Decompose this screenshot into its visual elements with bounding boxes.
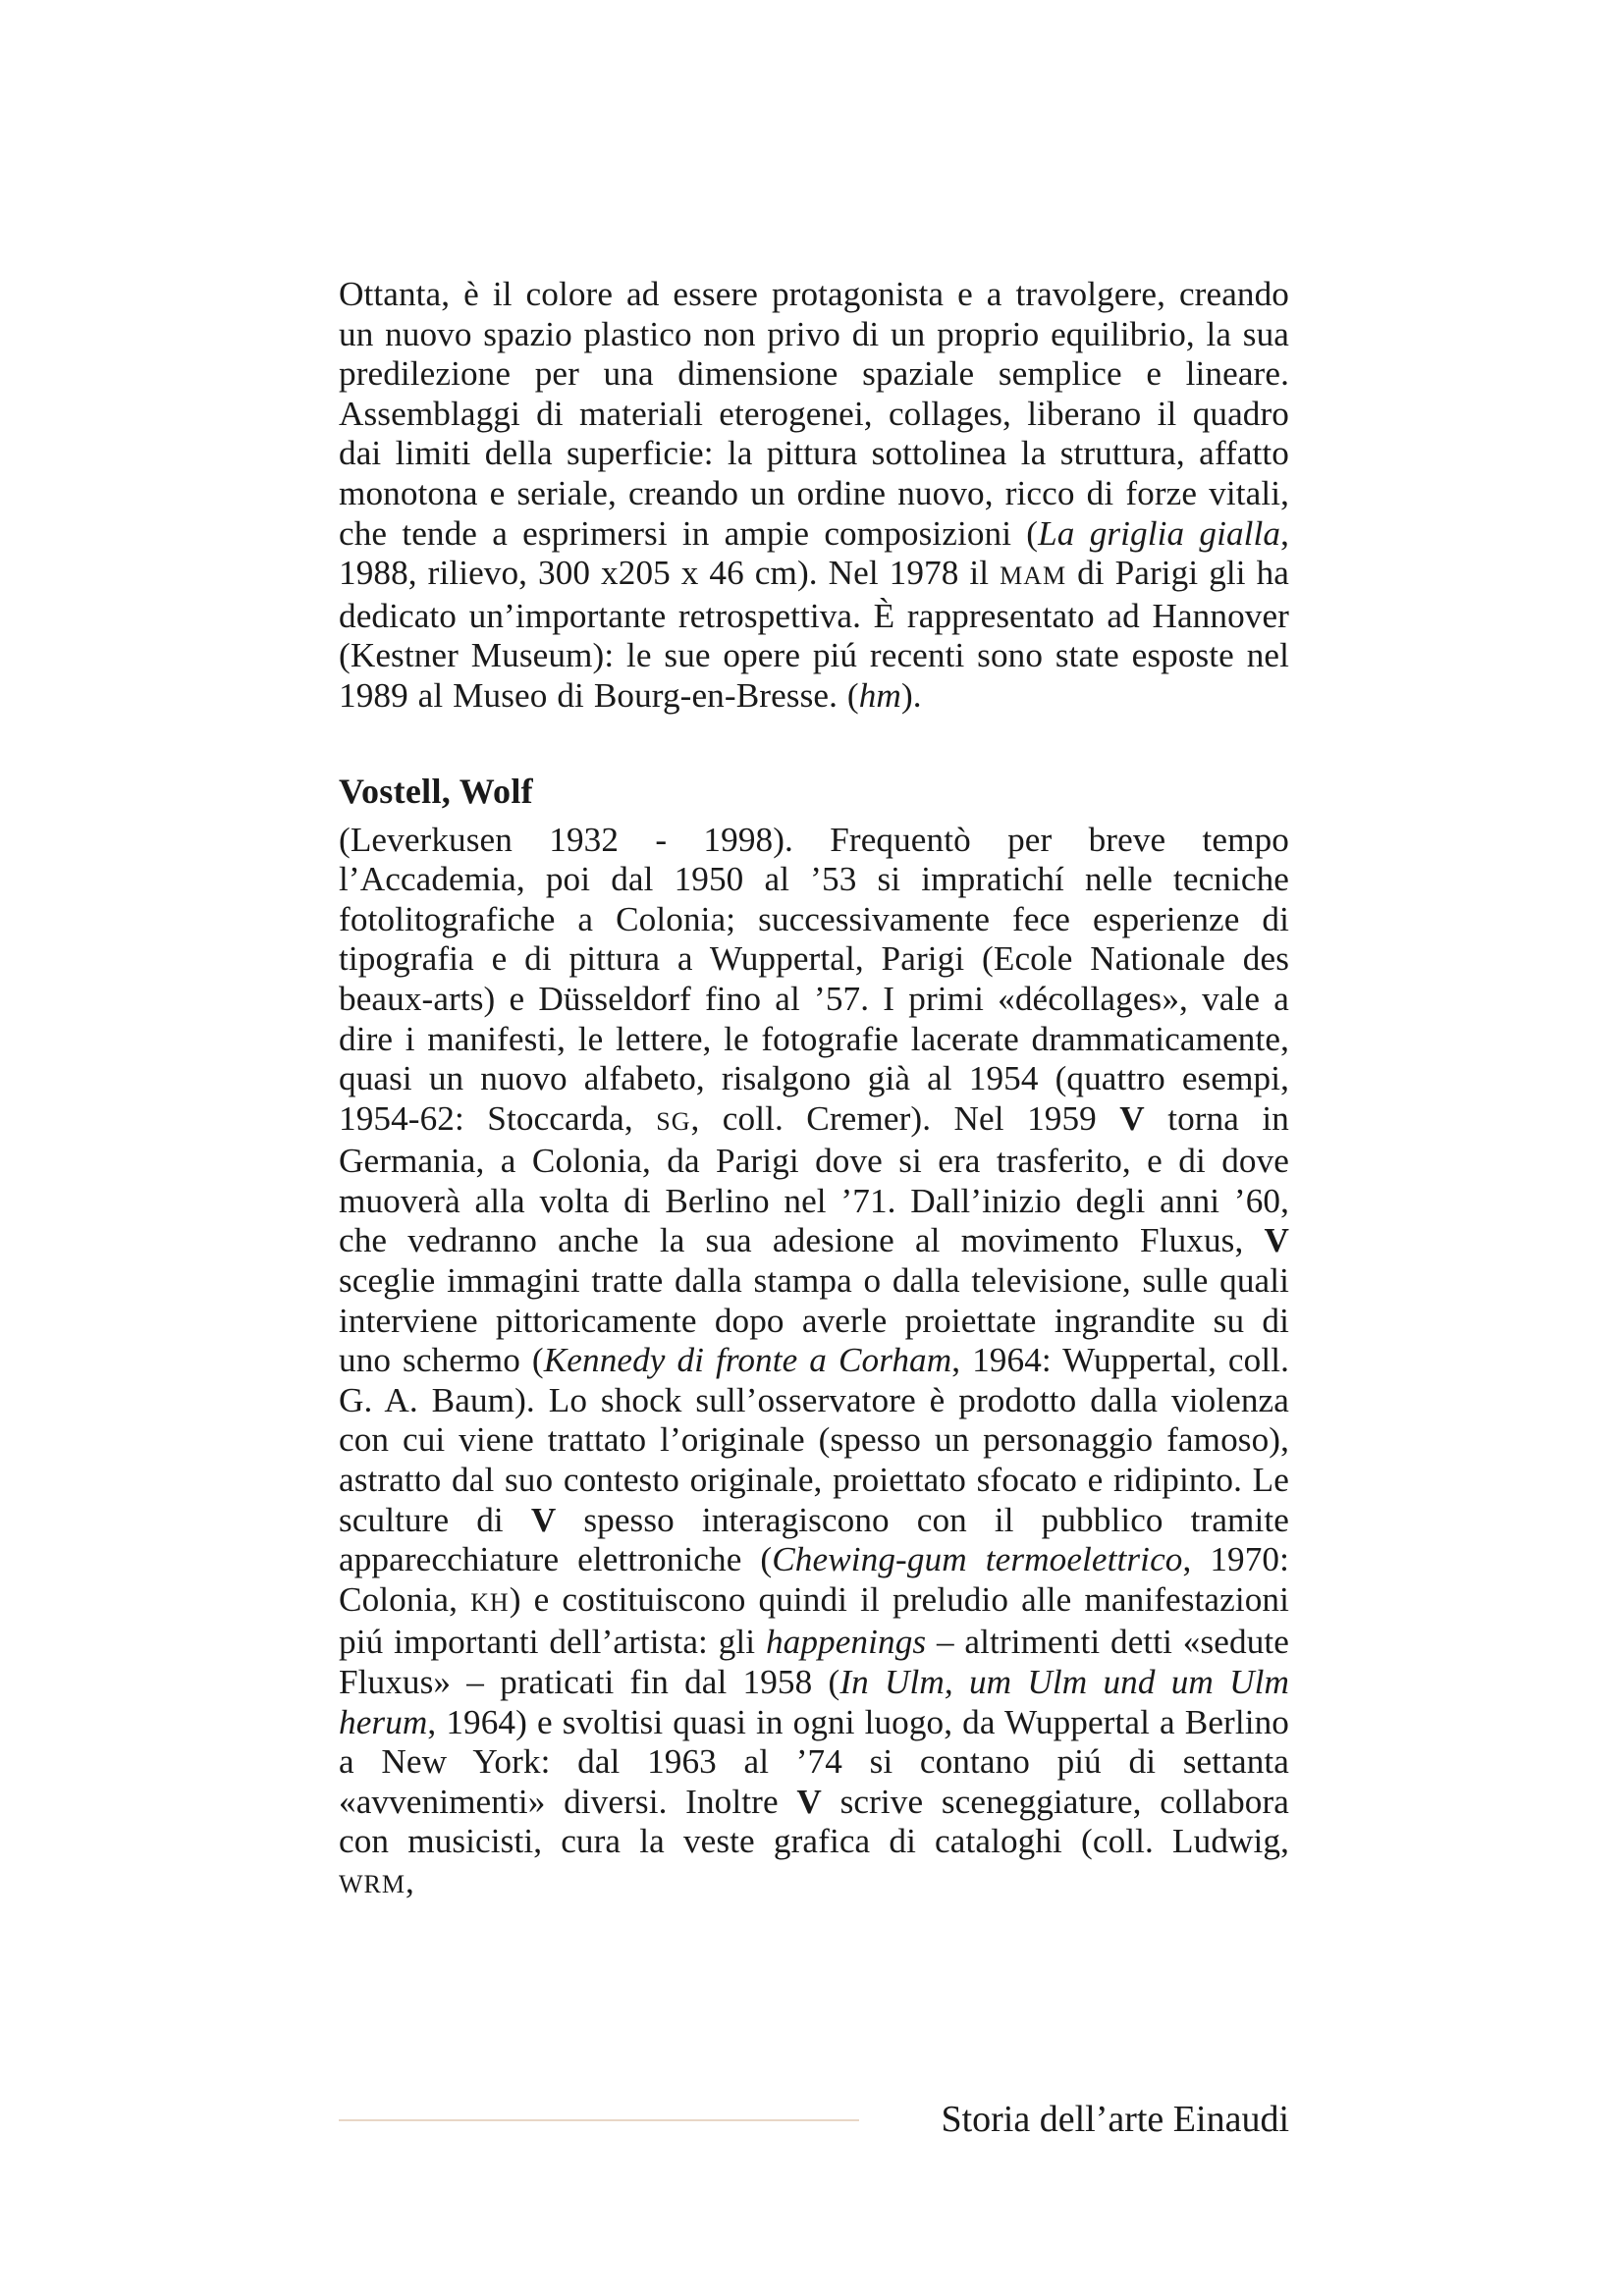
text-run: , 1964) e svoltisi quasi in ogni luogo, da Wuppertal a Berlino a New York: dal 1963 al ’74 si contano piú di settanta «avvenimenti» diversi. Inoltre (339, 1702, 1289, 1821)
text-run: ) e costituiscono quindi il preludio alle manifestazioni piú importanti dell’artista: gli (339, 1579, 1289, 1662)
artwork-title: Chewing-gum termoelettrico (772, 1540, 1183, 1579)
text-run: , coll. Cremer). Nel 1959 (690, 1098, 1120, 1138)
entry-paragraph (339, 821, 1289, 1905)
text-run: ). (900, 675, 922, 715)
museum-abbreviation: WRM (339, 1869, 406, 1898)
text-run: scrive sceneggiature, collabora con musicisti, cura la veste grafica di cataloghi (coll. Ludwig, (339, 1782, 1289, 1861)
page-body (339, 275, 1289, 1905)
text-run: , 1964: Wuppertal, coll. G. A. Baum). Lo shock sull’osservatore è prodotto dalla violenza con cui viene trattato l’originale (spesso un personaggio famoso), astratto dal suo contesto originale, proiettato sfocato e ridipinto. Le sculture di (339, 1341, 1289, 1539)
museum-abbreviation: MAM (1000, 561, 1067, 591)
museum-abbreviation: SG (656, 1106, 691, 1136)
text-run: torna in Germania, a Colonia, da Parigi dove si era trasferito, e di dove muoverà alla volta di Berlino nel ’71. Dall’inizio degli anni ’60, che vedranno anche la sua adesione al movimento Fluxus, (339, 1098, 1289, 1260)
text-run: spesso interagiscono con il pubblico tramite apparecchiature elettroniche ( (339, 1500, 1289, 1579)
artist-initial: V (530, 1500, 557, 1539)
text-run: , (406, 1861, 414, 1900)
footer-rule (339, 2119, 859, 2121)
text-run: – altrimenti detti «sedute Fluxus» – praticati fin dal 1958 ( (339, 1623, 1289, 1701)
text-run: , 1988, rilievo, 300 x205 x 46 cm). Nel 1978 il (339, 513, 1290, 593)
italic-term: happenings (765, 1623, 927, 1662)
artwork-title: Kennedy di fronte a Corham (543, 1341, 952, 1380)
author-initials: hm (858, 675, 901, 715)
entry-heading: Vostell, Wolf (339, 771, 533, 811)
page-footer (339, 2096, 1289, 2145)
text-run: Ottanta, è il colore ad essere protagonista e a travolgere, creando un nuovo spazio plastico non privo di un proprio equilibrio, la sua predilezione per una dimensione spaziale semplice e lineare. Assemblaggi di materiali eterogenei, collages, liberano il quadro dai limiti della superficie: la pittura sottolinea la struttura, affatto monotona e seriale, creando un ordine nuovo, ricco di forze vitali, che tende a esprimersi in ampie composizioni ( (339, 275, 1289, 553)
text-run: , 1970: Colonia, (339, 1540, 1290, 1619)
museum-abbreviation: KH (470, 1587, 510, 1617)
continuation-paragraph (339, 275, 1289, 717)
artist-initial: V (1264, 1221, 1289, 1260)
artist-initial: V (796, 1782, 822, 1821)
text-run: sceglie immagini tratte dalla stampa o dalla televisione, sulle quali interviene pittoricamente dopo averle proiettate ingrandite su di uno schermo ( (339, 1261, 1289, 1380)
artwork-title: La griglia gialla (1038, 513, 1281, 553)
artwork-title: In Ulm, um Ulm und um Ulm herum (339, 1663, 1289, 1741)
artist-initial: V (1119, 1098, 1145, 1138)
publisher-footer: Storia dell’arte Einaudi (941, 2099, 1289, 2140)
text-run: di Parigi gli ha dedicato un’importante retrospettiva. È rappresentato ad Hannover (Kestner Museum): le sue opere piú recenti sono state esposte nel 1989 al Museo di Bourg-en-Bresse. ( (339, 554, 1290, 715)
text-run: (Leverkusen 1932 - 1998). Frequentò per breve tempo l’Accademia, poi dal 1950 al ’53 si impratichí nelle tecniche fotolitografiche a Colonia; successivamente fece esperienze di tipografia e di pittura a Wuppertal, Parigi (Ecole Nationale des beaux-arts) e Düsseldorf fino al ’57. I primi «décollages», vale a dire i manifesti, le lettere, le fotografie lacerate drammaticamente, quasi un nuovo alfabeto, risalgono già al 1954 (quattro esempi, 1954-62: Stoccarda, (339, 820, 1289, 1138)
